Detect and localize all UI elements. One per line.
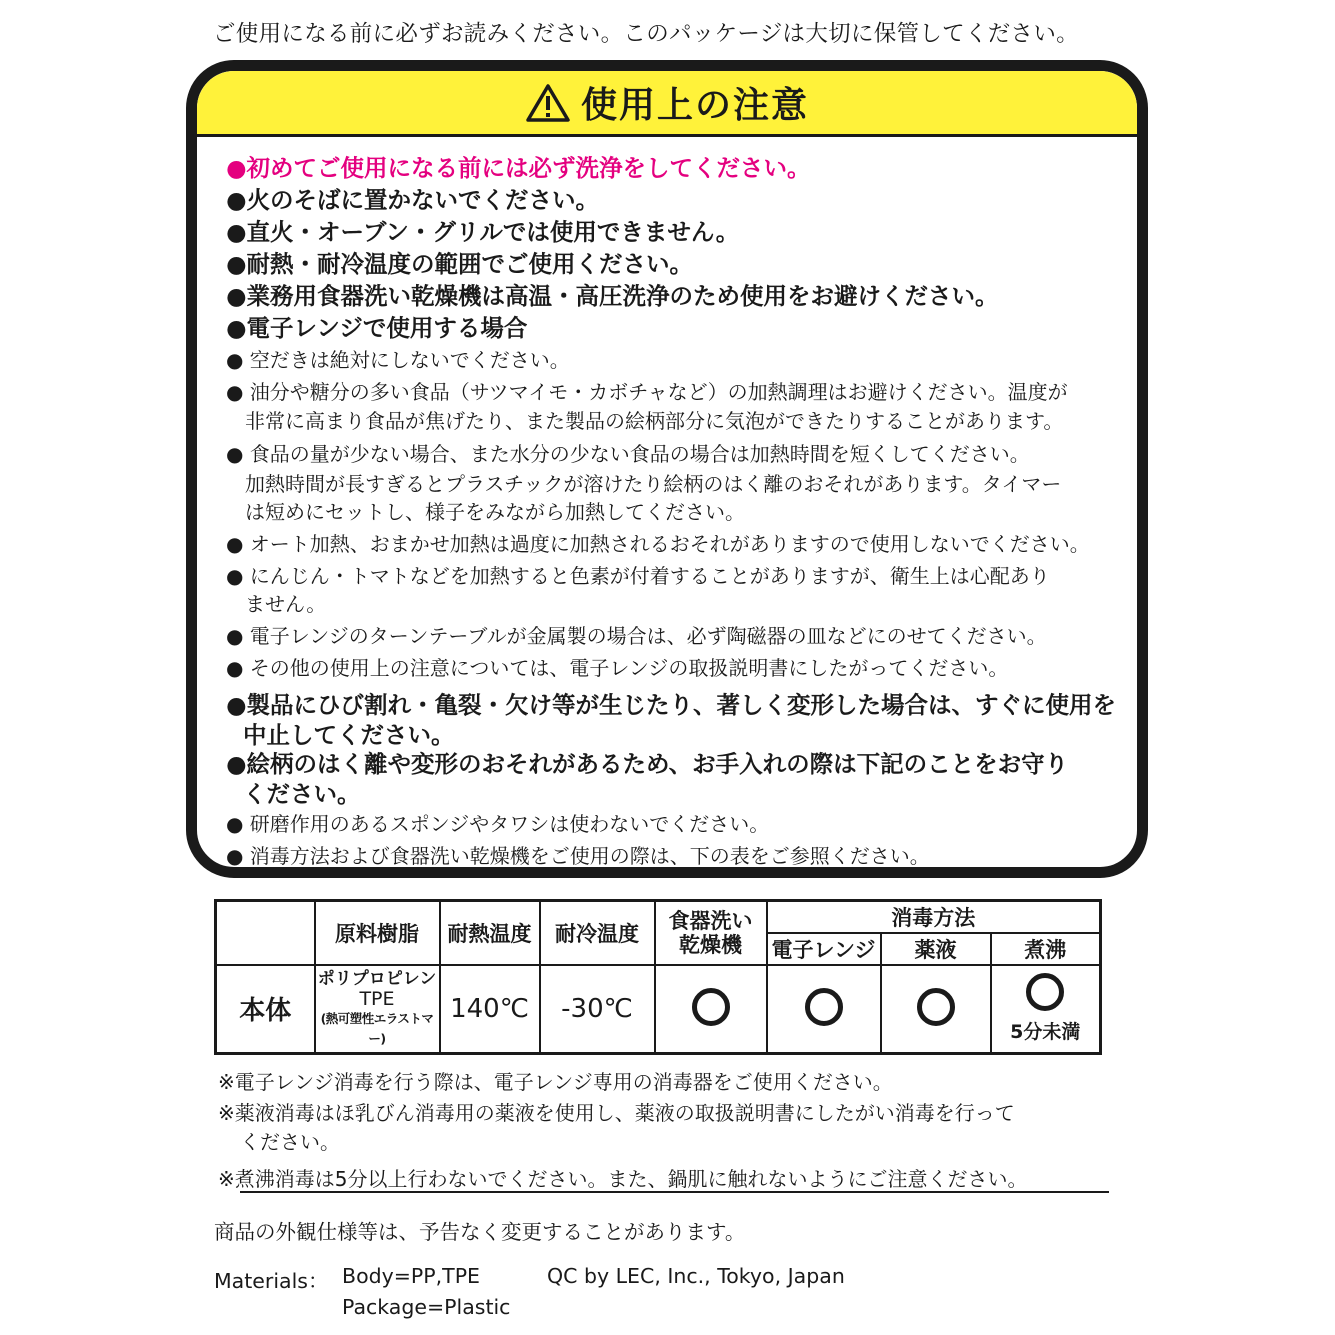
row-label: 本体 bbox=[216, 965, 315, 1053]
caution-item: 中止してください。 bbox=[243, 721, 455, 749]
materials-body: Body=PP,TPE bbox=[342, 1264, 481, 1288]
microwave-ok bbox=[767, 965, 881, 1053]
warning-icon bbox=[525, 83, 571, 123]
material-line3: (熱可塑性エラストマー) bbox=[320, 1010, 434, 1046]
table-note: ください。 bbox=[240, 1130, 340, 1154]
caution-item: ●初めてご使用になる前には必ず洗浄をしてください。 bbox=[226, 154, 811, 182]
header-chemical: 薬液 bbox=[881, 933, 991, 965]
table-note: ※煮沸消毒は5分以上行わないでください。また、鍋肌に触れないようにご注意ください。 bbox=[218, 1167, 1028, 1191]
dishwasher-ok bbox=[655, 965, 767, 1053]
ok-circle-icon bbox=[1026, 973, 1064, 1011]
caution-subitem: ● 油分や糖分の多い食品（サツマイモ・カボチャなど）の加熱調理はお避けください。温度が bbox=[226, 380, 1068, 404]
chemical-ok bbox=[881, 965, 991, 1053]
ok-circle-icon bbox=[805, 988, 843, 1026]
header-dishwasher-line2: 乾燥機 bbox=[679, 933, 742, 957]
table-note: ※電子レンジ消毒を行う際は、電子レンジ専用の消毒器をご使用ください。 bbox=[218, 1070, 893, 1094]
caution-subitem: ● その他の使用上の注意については、電子レンジの取扱説明書にしたがってください。 bbox=[226, 656, 1009, 680]
material-line2: TPE bbox=[359, 987, 395, 1010]
heat-value: 140℃ bbox=[440, 965, 540, 1053]
materials-package: Package=Plastic bbox=[342, 1295, 511, 1319]
caution-subitem: ません。 bbox=[245, 592, 327, 616]
caution-item: ●電子レンジで使用する場合 bbox=[226, 314, 528, 342]
ok-circle-icon bbox=[917, 988, 955, 1026]
caution-item: ●火のそばに置かないでください。 bbox=[226, 186, 600, 214]
caution-panel bbox=[186, 60, 1148, 878]
caution-title: 使用上の注意 bbox=[580, 85, 809, 126]
caution-subitem: は短めにセットし、様子をみながら加熱してください。 bbox=[245, 500, 745, 524]
ok-circle-icon bbox=[692, 988, 730, 1026]
caution-item: ●製品にひび割れ・亀裂・欠け等が生じたり、著しく変形した場合は、すぐに使用を bbox=[226, 691, 1117, 719]
divider bbox=[240, 1191, 1109, 1193]
caution-subitem: ● 空だきは絶対にしないでください。 bbox=[226, 348, 570, 372]
caution-subitem: ● 食品の量が少ない場合、また水分の少ない食品の場合は加熱時間を短くしてください。 bbox=[226, 442, 1030, 466]
header-heat: 耐熱温度 bbox=[440, 901, 540, 966]
caution-item: ●絵柄のはく離や変形のおそれがあるため、お手入れの際は下記のことをお守り bbox=[226, 750, 1069, 778]
header-cold: 耐冷温度 bbox=[540, 901, 655, 966]
boiling-note: 5分未満 bbox=[1010, 1021, 1081, 1044]
intro-text: ご使用になる前に必ずお読みください。このパッケージは大切に保管してください。 bbox=[213, 21, 1079, 47]
materials-label: Materials： bbox=[214, 1269, 329, 1293]
table-corner-cell bbox=[216, 901, 315, 966]
caution-item: ●耐熱・耐冷温度の範囲でご使用ください。 bbox=[226, 250, 694, 278]
material-line1: ポリプロピレン bbox=[317, 968, 437, 989]
spec-table bbox=[214, 899, 1102, 1055]
qc-text: QC by LEC, Inc., Tokyo, Japan bbox=[547, 1264, 845, 1288]
caution-subitem: 非常に高まり食品が焦げたり、また製品の絵柄部分に気泡ができたりすることがあります。 bbox=[245, 409, 1064, 433]
header-material: 原料樹脂 bbox=[315, 901, 440, 966]
caution-subitem: ● オート加熱、おまかせ加熱は過度に加熱されるおそれがありますので使用しないでください。 bbox=[226, 532, 1090, 556]
caution-subitem: 加熱時間が長すぎるとプラスチックが溶けたり絵柄のはく離のおそれがあります。タイマー bbox=[245, 472, 1062, 496]
header-microwave: 電子レンジ bbox=[767, 933, 881, 965]
table-note: ※薬液消毒はほ乳びん消毒用の薬液を使用し、薬液の取扱説明書にしたがい消毒を行って bbox=[218, 1101, 1015, 1125]
caution-item: ください。 bbox=[243, 780, 361, 808]
header-boiling: 煮沸 bbox=[991, 933, 1101, 965]
boiling-ok bbox=[991, 965, 1101, 1053]
caution-subitem: ● にんじん・トマトなどを加熱すると色素が付着することがありますが、衛生上は心配あり bbox=[226, 564, 1050, 588]
header-disinfection: 消毒方法 bbox=[767, 901, 1101, 934]
caution-item: ●業務用食器洗い乾燥機は高温・高圧洗浄のため使用をお避けください。 bbox=[226, 282, 999, 310]
caution-subitem: ● 消毒方法および食器洗い乾燥機をご使用の際は、下の表をご参照ください。 bbox=[226, 844, 930, 868]
cold-value: -30℃ bbox=[540, 965, 655, 1053]
header-dishwasher bbox=[655, 901, 767, 966]
disclaimer-text: 商品の外観仕様等は、予告なく変更することがあります。 bbox=[214, 1220, 746, 1244]
caution-item: ●直火・オーブン・グリルでは使用できません。 bbox=[226, 218, 740, 246]
header-dishwasher-line1: 食器洗い bbox=[668, 909, 753, 933]
caution-subitem: ● 電子レンジのターンテーブルが金属製の場合は、必ず陶磁器の皿などにのせてください。 bbox=[226, 624, 1047, 648]
material-cell bbox=[315, 965, 440, 1053]
caution-subitem: ● 研磨作用のあるスポンジやタワシは使わないでください。 bbox=[226, 812, 770, 836]
caution-header bbox=[197, 71, 1137, 137]
